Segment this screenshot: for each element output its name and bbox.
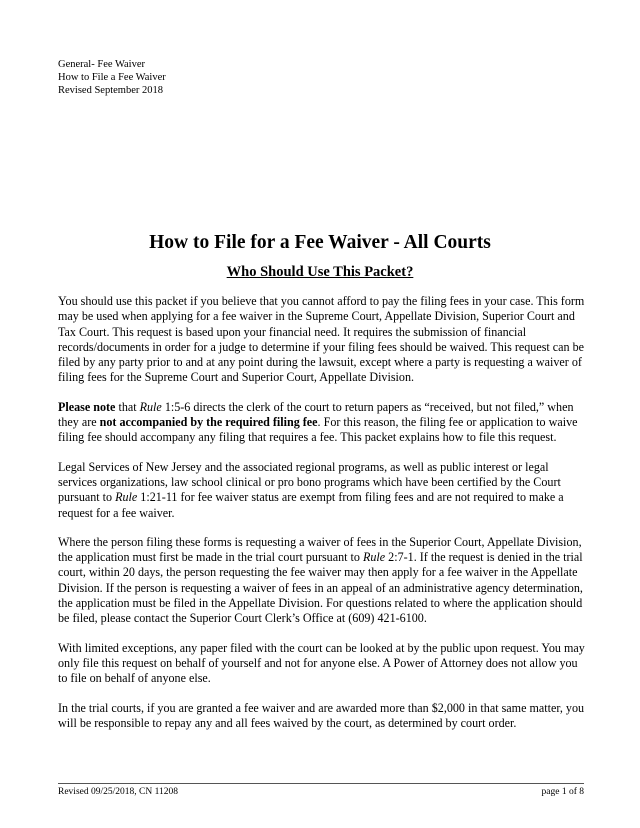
emphasis-filing-fee: not accompanied by the required filing fee	[99, 415, 318, 430]
paragraph-public-access: With limited exceptions, any paper filed with the court can be looked at by the public upon request. You may only file this request on behalf of yourself and not for anyone else. A Power of Attorney does not allow you to file on behalf of anyone else.	[58, 640, 585, 686]
header-line-category: General- Fee Waiver	[58, 59, 145, 70]
paragraph-appellate-division: Where the person filing these forms is requesting a waiver of fees in the Superior Court, Appellate Division, the application must first be made in the trial court pursuant to Rule 2:7-1. If the request is denied in the trial court, within 20 days, the person requesting the fee waiver may then apply for a fee waiver in the Appellate Division. If the person is requesting a waiver of fees in an appeal of an administrative agency determination, the application must be filed in the Appellate Division. For questions related to where the application should be filed, please contact the Superior Court Clerk’s Office at (609) 421-6100.	[58, 534, 583, 626]
footer-revision: Revised 09/25/2018, CN 11208	[58, 787, 178, 797]
paragraph-legal-services: Legal Services of New Jersey and the associated regional programs, as well as public interest or legal services organizations, law school clinical or pro bono programs which have been certified by the Court pursuant to Rule 1:21-11 for fee waiver status are exempt from filing fees and are not required to make a request for a fee waiver.	[58, 459, 564, 520]
paragraph-who-should-use: You should use this packet if you believe that you cannot afford to pay the filing fees in your case. This form may be used when applying for a fee waiver in the Supreme Court, Appellate Division, Superior Court and Tax Court. This request is based upon your financial need. It requires the submission of financial records/documents in order for a judge to determine if your filing fees should be waived. This request can be filed by any party prior to and at any point during the lawsuit, except where a party is requesting a waiver of filing fees for the Supreme Court and Superior Court, Appellate Division.	[58, 294, 585, 385]
paragraph-repayment: In the trial courts, if you are granted a fee waiver and are awarded more than $2,000 in that same matter, you will be responsible to repay any and all fees waived by the court, as determined by court order.	[58, 700, 585, 730]
page-footer	[58, 787, 584, 797]
rule-reference: Rule	[139, 399, 162, 414]
document-body	[58, 294, 588, 745]
header-line-topic: How to File a Fee Waiver	[58, 72, 166, 83]
paragraph-please-note: Please note that Rule 1:5-6 directs the clerk of the court to return papers as “received, but not filed,” when they are not accompanied by the required filing fee. For this reason, the filing fee or application to waive filing fee should accompany any filing that requires a fee. This packet explains how to file this request.	[58, 399, 578, 445]
section-heading: Who Should Use This Packet?	[226, 264, 414, 280]
rule-reference: Rule	[362, 550, 386, 565]
footer-page-number: page 1 of 8	[541, 787, 584, 797]
footer-divider	[58, 783, 584, 784]
page-title: How to File for a Fee Waiver - All Courts	[149, 232, 491, 253]
document-header	[58, 58, 166, 97]
rule-reference: Rule	[115, 490, 138, 505]
header-line-revision: Revised September 2018	[58, 85, 163, 96]
emphasis-please-note: Please note	[58, 399, 116, 414]
